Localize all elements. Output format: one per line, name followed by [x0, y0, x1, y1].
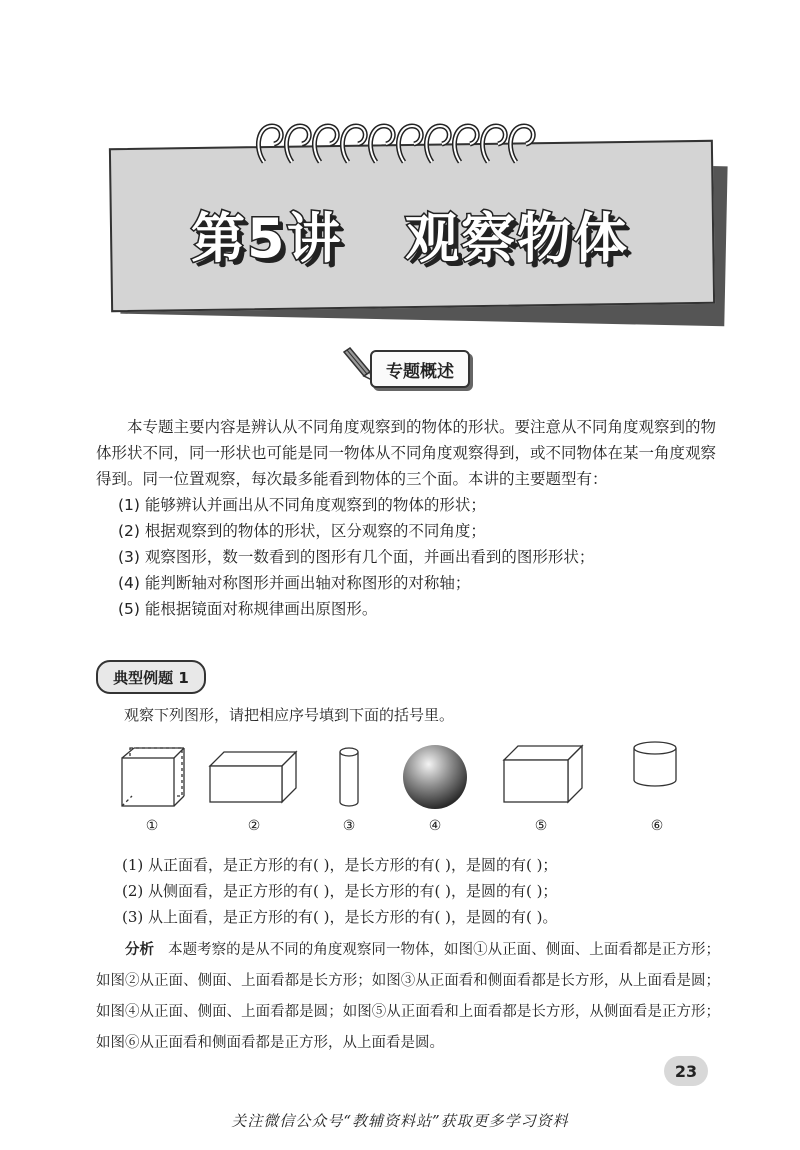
- example-tag: 典型例题 1: [96, 660, 206, 694]
- figure-label: ②: [247, 818, 261, 834]
- figure-label: ①: [145, 818, 159, 834]
- sphere-figure: [400, 742, 470, 812]
- question-line: (1) 从正面看，是正方形的有( )，是长方形的有( )，是圆的有( )；: [122, 856, 558, 874]
- cylinder-thin-figure: [336, 744, 362, 810]
- overview-paragraph: 本专题主要内容是辨认从不同角度观察到的物体的形状。要注意从不同角度观察到的物体形状不同，同一形状也可能是同一物体从不同角度观察得到，或不同物体在某一角度观察得到。同一位置观察，每次最多能看到物体的三个面。本讲的主要题型有：: [96, 418, 717, 488]
- overview-item: (2) 根据观察到的物体的形状，区分观察的不同角度；: [118, 522, 486, 540]
- overview-item: (4) 能判断轴对称图形并画出轴对称图形的对称轴；: [118, 574, 471, 592]
- overview-item: (5) 能根据镜面对称规律画出原图形。: [118, 600, 378, 618]
- question-line: (3) 从上面看，是正方形的有( )，是长方形的有( )，是圆的有( )。: [122, 908, 558, 926]
- question-line: (2) 从侧面看，是正方形的有( )，是长方形的有( )，是圆的有( )；: [122, 882, 558, 900]
- page-number: 23: [664, 1056, 708, 1086]
- analysis-text: 本题考察的是从不同的角度观察同一物体，如图①从正面、侧面、上面看都是正方形；如图②从正面、侧面、上面看都是长方形；如图③从正面看和侧面看都是长方形，从上面看是圆；如图④从正面、侧面、上面看都是圆；如图⑤从正面看和上面看都是长方形，从侧面看是正方形；如图⑥从正面看和侧面看都是正方形，从上面看是圆。: [96, 942, 721, 1051]
- footer-note: 关注微信公众号“教辅资料站”获取更多学习资料: [231, 1112, 569, 1130]
- cylinder-short-figure: [630, 740, 680, 792]
- overview-item: (3) 观察图形，数一数看到的图形有几个面，并画出看到的图形形状；: [118, 548, 595, 566]
- cuboid-figure: [206, 750, 300, 804]
- overview-tag: 专题概述: [370, 350, 470, 388]
- figure-label: ④: [428, 818, 442, 834]
- figure-label: ⑤: [534, 818, 548, 834]
- figure-label: ③: [342, 818, 356, 834]
- analysis-label: 分析: [125, 941, 155, 958]
- figure-label: ⑥: [650, 818, 664, 834]
- analysis-paragraph: [96, 934, 720, 1059]
- box-figure: [500, 744, 586, 806]
- spiral-binding-icon: [250, 118, 550, 174]
- cube-figure: [118, 744, 188, 810]
- example-prompt: 观察下列图形，请把相应序号填到下面的括号里。: [124, 706, 455, 724]
- chapter-title: 第5讲 观察物体: [191, 207, 629, 270]
- overview-item: (1) 能够辨认并画出从不同角度观察到的物体的形状；: [118, 496, 486, 514]
